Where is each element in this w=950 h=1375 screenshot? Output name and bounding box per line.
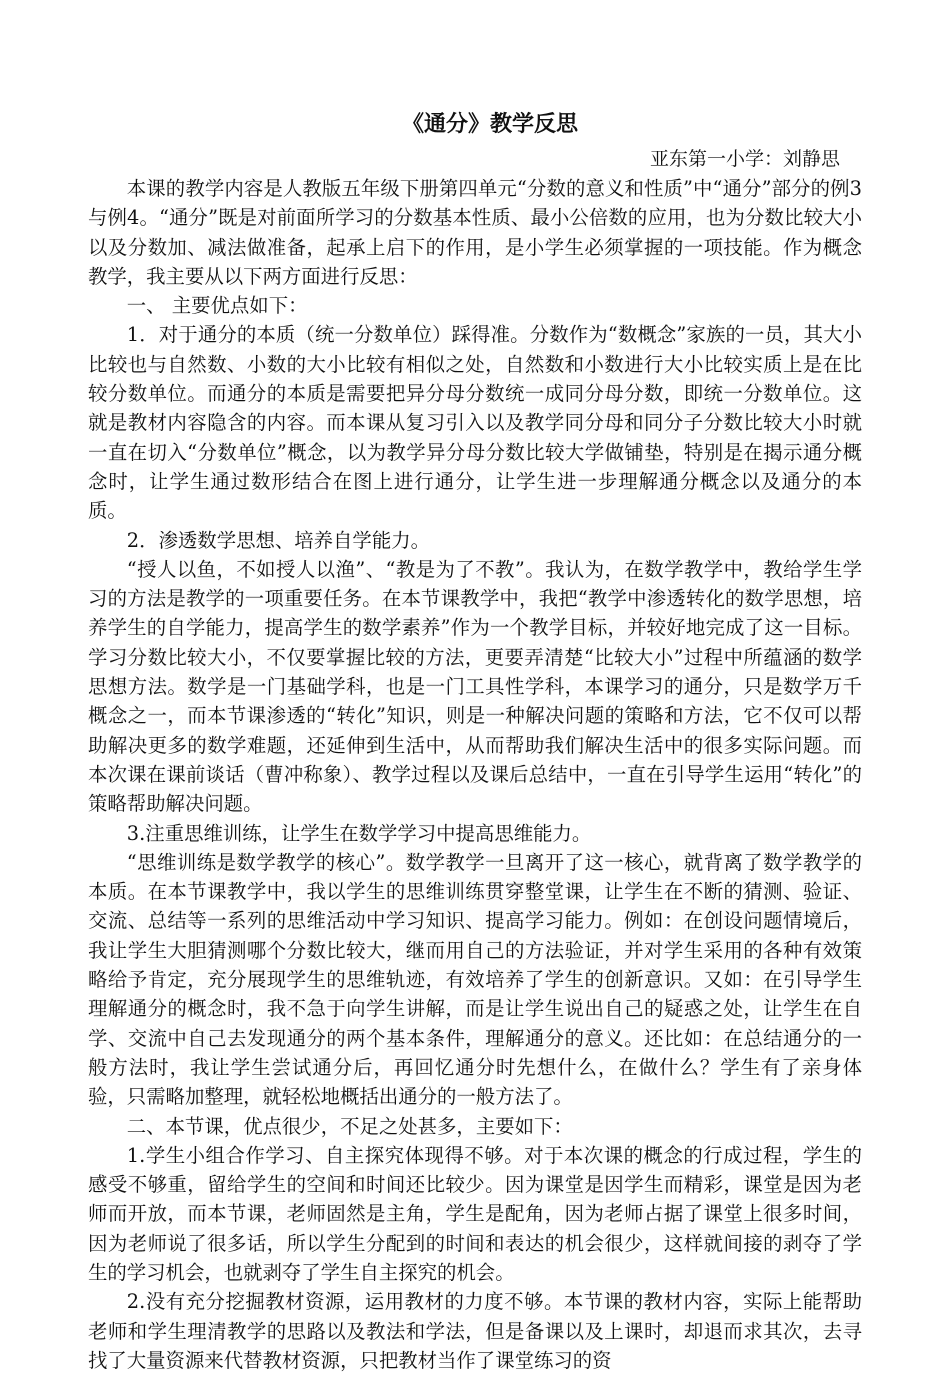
document-title: 《通分》教学反思 [401,112,578,137]
point2-paragraph: “授人以鱼，不如授人以渔”、“教是为了不教”。我认为，在数学教学中，教给学生学习的方法是教学的一项重要任务。在本节课教学中，我把“教学中渗透转化的数学思想，培养学生的自学能力，提高学生的数学素养”作为一个教学目标，并较好地完成了这一目标。学习分数比较大小，不仅要掌握比较的方法，更要弄清楚“比较大小”过程中所蕴涵的数学思想方法。数学是一门基础学科，也是一门工具性学科，本课学习的通分，只是数学万千概念之一，而本节课渗透的“转化”知识，则是一种解决问题的策略和方法，它不仅可以帮助解决更多的数学难题，还延伸到生活中，从而帮助我们解决生活中的很多实际问题。而本次课在课前谈话（曹冲称象）、教学过程以及课后总结中，一直在引导学生运用“转化”的策略帮助解决问题。 [88,557,862,816]
intro-paragraph: 本课的教学内容是人教版五年级下册第四单元“分数的意义和性质”中“通分”部分的例3 与例4。“通分”既是对前面所学习的分数基本性质、最小公倍数的应用，也为分数比较大小以及分数加、减法做准备，起承上启下的作用，是小学生必须掌握的一项技能。作为概念教学，我主要从以下两方面进行反思： [88,177,862,288]
point3-heading: 3.注重思维训练，让学生在数学学习中提高思维能力。 [126,821,592,845]
point2-heading: 2．渗透数学思想、培养自学能力。 [126,528,430,552]
section1-heading: 一、 主要优点如下： [126,294,308,318]
weakness2-paragraph: 2.没有充分挖掘教材资源，运用教材的力度不够。本节课的教材内容，实际上能帮助老师和学生理清教学的思路以及教法和学法，但是备课以及上课时，却退而求其次，去寻找了大量资源来代替教材资源，只把教材当作了课堂练习的资 [88,1290,862,1372]
section2-heading: 二、本节课，优点很少，不足之处甚多，主要如下： [126,1114,573,1138]
point3-paragraph: “思维训练是数学教学的核心”。数学教学一旦离开了这一核心，就背离了数学教学的本质。在本节课教学中，我以学生的思维训练贯穿整堂课，让学生在不断的猜测、验证、交流、总结等一系列的思维活动中学习知识、提高学习能力。例如：在创设问题情境后，我让学生大胆猜测哪个分数比较大，继而用自己的方法验证，并对学生采用的各种有效策略给予肯定，充分展现学生的思维轨迹，有效培养了学生的创新意识。又如：在引导学生理解通分的概念时，我不急于向学生讲解，而是让学生说出自己的疑惑之处，让学生在自学、交流中自己去发现通分的两个基本条件，理解通分的意义。还比如：在总结通分的一般方法时，我让学生尝试通分后，再回忆通分时先想什么，在做什么？学生有了亲身体验，只需略加整理，就轻松地概括出通分的一般方法了。 [88,850,862,1109]
weakness1-paragraph: 1.学生小组合作学习、自主探究体现得不够。对于本次课的概念的行成过程，学生的感受不够重，留给学生的空间和时间还比较少。因为课堂是因学生而精彩，课堂是因为老师而开放，而本节课，老师固然是主角，学生是配角，因为老师占据了课堂上很多时间，因为老师说了很多话，所以学生分配到的时间和表达的机会很少，这样就间接的剥夺了学生的学习机会，也就剥夺了学生自主探究的机会。 [88,1143,862,1284]
document-page [88,108,862,1375]
document-author: 亚东第一小学：刘静思 [649,148,840,170]
point1-paragraph: 1．对于通分的本质（统一分数单位）踩得准。分数作为“数概念”家族的一员，其大小比较也与自然数、小数的大小比较有相似之处，自然数和小数进行大小比较实质上是在比较分数单位。而通分的本质是需要把异分母分数统一成同分母分数，即统一分数单位。这就是教材内容隐含的内容。而本课从复习引入以及教学同分母和同分子分数比较大小时就一直在切入“分数单位”概念，以为教学异分母分数比较大学做铺垫，特别是在揭示通分概念时，让学生通过数形结合在图上进行通分，让学生进一步理解通分概念以及通分的本质。 [88,323,862,523]
